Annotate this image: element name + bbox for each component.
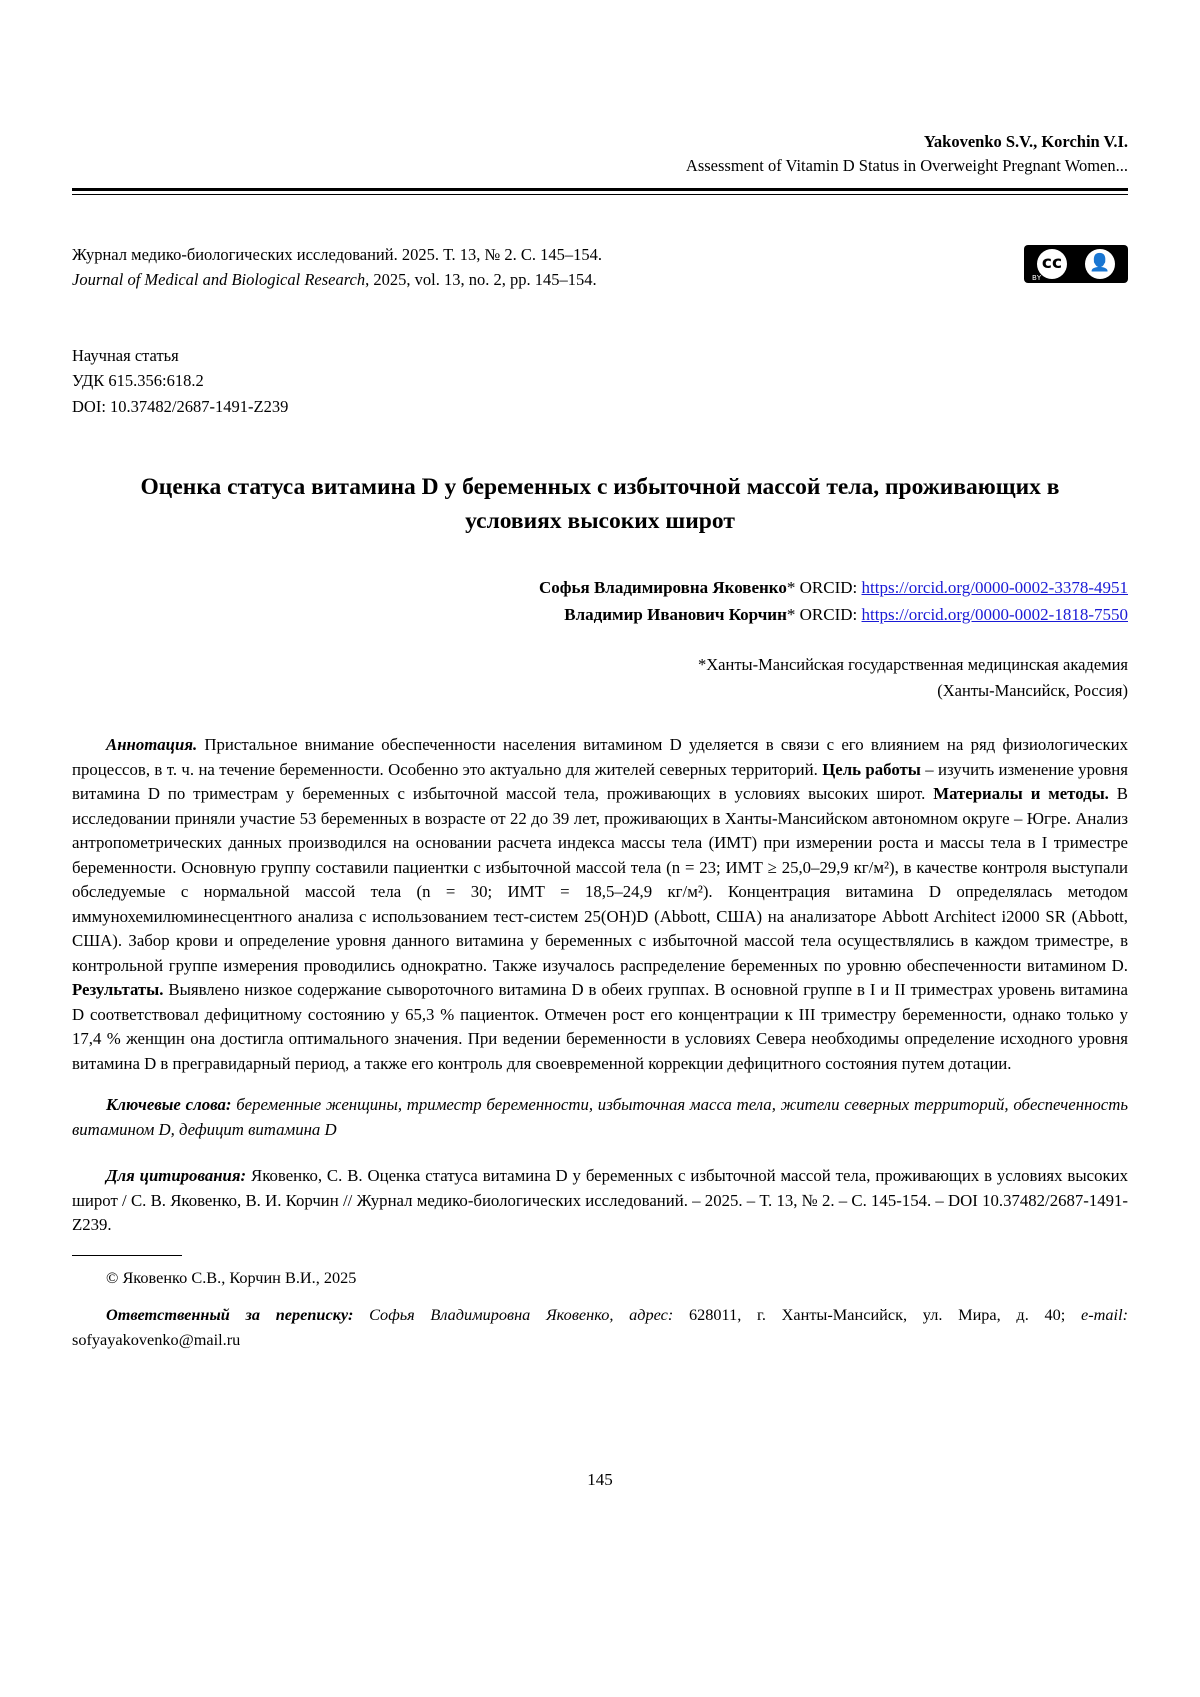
footnote-divider (72, 1255, 182, 1256)
journal-reference (72, 243, 1128, 301)
keywords (72, 1093, 1128, 1142)
authors-list (72, 574, 1128, 628)
udk-code: УДК 615.356:618.2 (72, 371, 204, 391)
affiliation-location: (Ханты-Мансийск, Россия) (937, 680, 1128, 700)
abstract-text-2: – изучить изменение уровня витамина D по триместрам у беременных с избыточной массой тела, проживающих в условиях высоких широт. (72, 759, 1128, 804)
article-meta (72, 343, 1128, 420)
author-name: Софья Владимировна Яковенко (538, 577, 787, 597)
page-number: 145 (587, 1470, 613, 1489)
abstract (72, 733, 1128, 1076)
journal-reference-ru: Журнал медико-биологических исследований. 2025. Т. 13, № 2. С. 145–154. (72, 244, 603, 264)
corresponding-address: 628011, г. Ханты-Мансийск, ул. Мира, д. 40; (673, 1305, 1081, 1325)
copyright-notice: © Яковенко С.В., Корчин В.И., 2025 (106, 1267, 357, 1287)
article-type: Научная статья (72, 345, 179, 365)
citation-block (72, 1164, 1128, 1238)
author-orcid-link[interactable]: https://orcid.org/0000-0002-1818-7550 (861, 604, 1128, 624)
doi-code: DOI: 10.37482/2687-1491-Z239 (72, 396, 289, 416)
header-divider (72, 188, 1128, 195)
author-orcid-label: ORCID: (795, 604, 862, 624)
author-affiliation-mark: * (786, 604, 796, 624)
author-orcid-label: ORCID: (795, 577, 862, 597)
page-title: Оценка статуса витамина D у беременных с избыточной массой тела, проживающих в условиях высоких широт (140, 473, 1060, 534)
running-head-title: Assessment of Vitamin D Status in Overweight Pregnant Women... (685, 155, 1128, 175)
cc-logo-icon: cc (1037, 249, 1067, 279)
corresponding-address-label: адрес: (629, 1305, 674, 1325)
affiliation (72, 652, 1128, 703)
abstract-text-1: Пристальное внимание обеспеченности населения витамином D уделяется в связи с его влиянием на ряд физиологических процессов, в т. ч. на течение беременности. Особенно это актуально для жителей северных территорий. (72, 735, 1128, 779)
author-name: Владимир Иванович Корчин (564, 604, 787, 624)
running-head (72, 130, 1128, 178)
author-orcid-link[interactable]: https://orcid.org/0000-0002-3378-4951 (861, 577, 1128, 597)
creative-commons-badge (1024, 245, 1128, 283)
cc-by-label: BY (1032, 273, 1042, 282)
journal-name-en: Journal of Medical and Biological Research (72, 269, 366, 289)
abstract-label-methods: Материалы и методы. (933, 784, 1109, 804)
corresponding-email-label: e-mail: (1081, 1305, 1129, 1325)
journal-reference-en (72, 268, 1128, 293)
abstract-text-3: В исследовании приняли участие 53 беременных в возрасте от 22 до 39 лет, проживающих в Ханты-Мансийском автономном округе – Югре. Анализ антропометрических данных производился на основании расчета индекса массы тела (ИМТ) при измерении роста и массы тела в I триместре беременности. Основную группу составили пациентки с избыточной массой тела (n = 23; ИМТ ≥ 25,0–29,9 кг/м²), в качестве контроля выступали обследуемые с нормальной массой тела (n = 30; ИМТ = 18,5–24,9 кг/м²). Концентрация витамина D определялась методом иммунохемилюминесцентного анализа с использованием тест-систем 25(OH)D (Abbott, США) на анализаторе Abbott Architect i2000 SR (Abbott, США). Забор крови и определение уровня данного витамина у беременных с избыточной массой тела осуществлялись в каждом триместре, в контрольной группе измерения проводились однократно. Также изучалось распределение беременных по уровню обеспеченности витамином D. (72, 784, 1129, 975)
corresponding-author (72, 1303, 1128, 1352)
running-head-authors: Yakovenko S.V., Korchin V.I. (923, 132, 1128, 151)
abstract-label-results: Результаты. (72, 980, 164, 1000)
page-content (72, 130, 1128, 1368)
keywords-text: беременные женщины, триместр беременности, избыточная масса тела, жители северных территорий, обеспеченность витамином D, дефицит витамина D (72, 1095, 1128, 1139)
abstract-label-aim: Цель работы (822, 759, 921, 779)
abstract-label: Аннотация. (106, 735, 198, 755)
corresponding-author-label: Ответственный за переписку: (106, 1305, 354, 1325)
author-entry (72, 574, 1128, 601)
author-affiliation-mark: * (786, 577, 796, 597)
keywords-label: Ключевые слова: (106, 1095, 232, 1115)
citation-label: Для цитирования: (106, 1166, 247, 1186)
corresponding-author-name: Софья Владимировна Яковенко, (353, 1305, 630, 1325)
cc-by-person-icon: 👤 (1085, 249, 1115, 279)
affiliation-institution: *Ханты-Мансийская государственная медицинская академия (698, 655, 1128, 675)
corresponding-email: sofyayakovenko@mail.ru (72, 1329, 241, 1349)
journal-volume-en: , 2025, vol. 13, no. 2, pp. 145–154. (365, 269, 597, 289)
citation-text: Яковенко, С. В. Оценка статуса витамина D у беременных с избыточной массой тела, проживающих в условиях высоких широт / С. В. Яковенко, В. И. Корчин // Журнал медико-биологических исследований. – 2025. – Т. 13, № 2. – С. 145-154. – DOI 10.37482/2687-1491-Z239. (72, 1166, 1128, 1235)
abstract-text-4: Выявлено низкое содержание сывороточного витамина D в обеих группах. В основной группе в I и II триместрах уровень витамина D соответствовал дефицитному состоянию у 65,3 % пациенток. Отмечен рост его концентрации к III триместру беременности, однако только у 17,4 % женщин она достигла оптимального значения. При ведении беременности в условиях Севера необходимы определение исходного уровня витамина D в прегравидарный период, а также его контроль для своевременной коррекции дефицитного состояния путем дотации. (72, 980, 1128, 1073)
author-entry (72, 601, 1128, 628)
